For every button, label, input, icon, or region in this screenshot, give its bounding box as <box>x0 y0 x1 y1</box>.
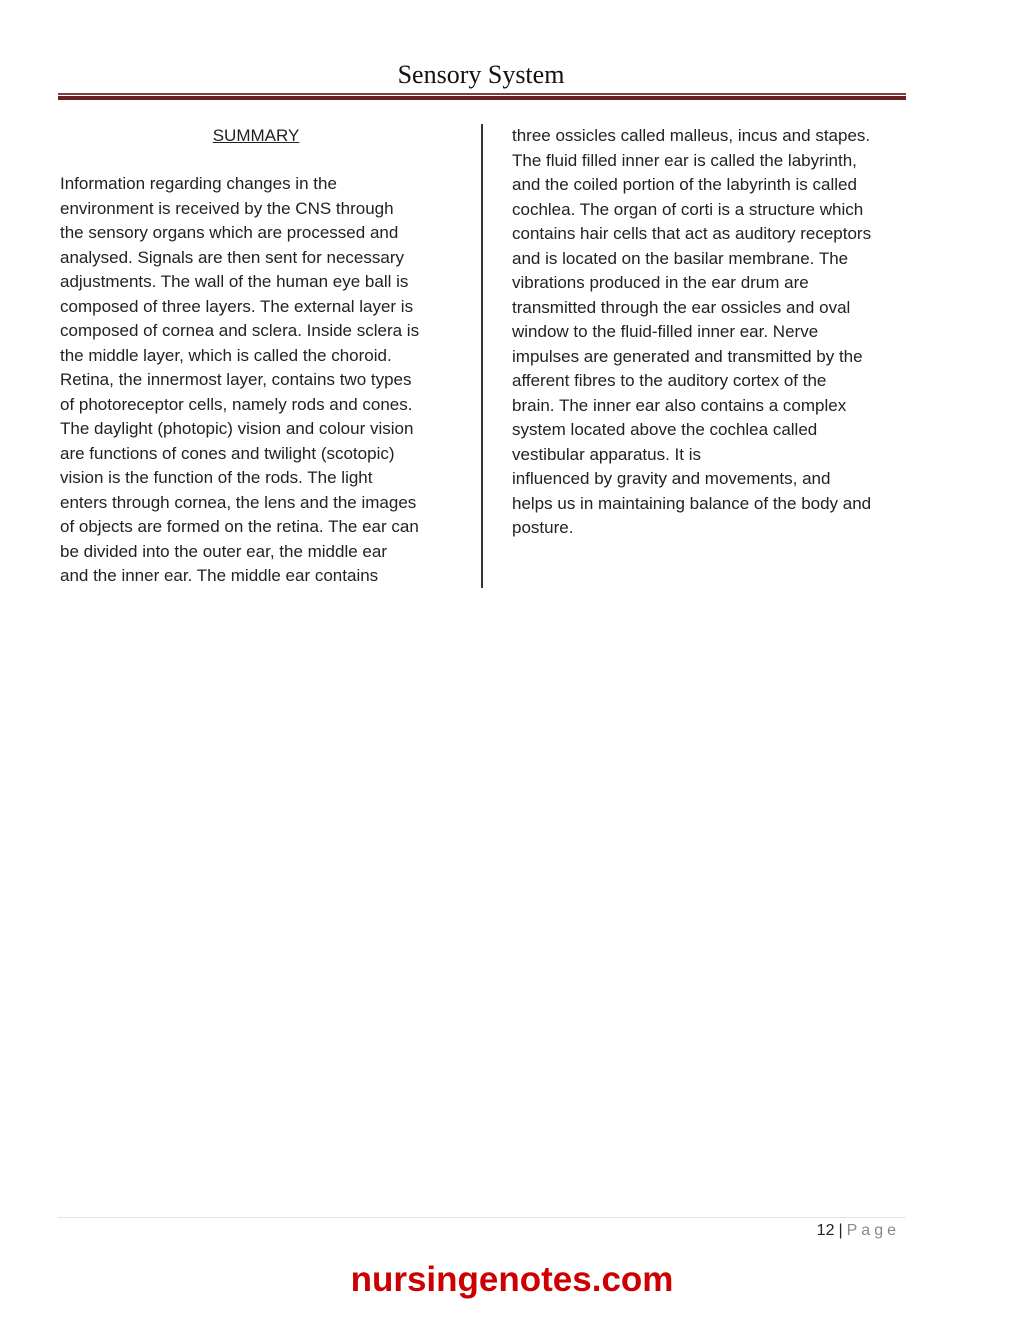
page-number <box>817 1222 900 1240</box>
website-watermark: nursingenotes.com <box>350 1260 674 1299</box>
text-line: The daylight (photopic) vision and colour vision <box>60 419 414 438</box>
right-column-text <box>512 124 871 541</box>
text-line: of objects are formed on the retina. The ear can <box>60 517 419 536</box>
text-line: impulses are generated and transmitted by the <box>512 346 863 366</box>
text-line: environment is received by the CNS through <box>60 198 394 218</box>
text-line: the sensory organs which are processed and <box>60 223 399 242</box>
text-line: system located above the cochlea called <box>512 420 818 439</box>
text-line: window to the fluid-filled inner ear. Nerve <box>512 322 819 341</box>
page-number-separator: | <box>838 1222 843 1239</box>
text-line: afferent fibres to the auditory cortex of the <box>512 371 827 390</box>
text-line: helps us in maintaining balance of the body and <box>512 493 872 513</box>
column-divider <box>481 124 483 588</box>
header-rule-thick <box>58 96 906 100</box>
text-line: are functions of cones and twilight (scotopic) <box>60 443 395 463</box>
page-header-title: Sensory System <box>397 60 565 89</box>
text-line: analysed. Signals are then sent for necessary <box>60 247 404 267</box>
left-column-text <box>60 172 419 589</box>
text-line: enters through cornea, the lens and the images <box>60 492 417 512</box>
text-line: brain. The inner ear also contains a complex <box>512 395 847 415</box>
text-line: vestibular apparatus. It is <box>512 444 701 464</box>
text-line: cochlea. The organ of corti is a structure which <box>512 199 864 219</box>
text-line: vibrations produced in the ear drum are <box>512 273 809 292</box>
text-line: of photoreceptor cells, namely rods and cones. <box>60 394 413 414</box>
text-line: Retina, the innermost layer, contains two types <box>60 370 412 389</box>
text-line: composed of cornea and sclera. Inside sclera is <box>60 321 420 340</box>
summary-heading: SUMMARY <box>212 126 300 145</box>
text-line: the middle layer, which is called the choroid. <box>60 345 392 365</box>
page-label: Page <box>846 1222 900 1239</box>
text-line: and is located on the basilar membrane. The <box>512 248 849 268</box>
text-line: posture. <box>512 518 574 537</box>
text-line: influenced by gravity and movements, and <box>512 469 831 488</box>
text-line: The fluid filled inner ear is called the labyrinth, <box>512 150 857 170</box>
text-line: three ossicles called malleus, incus and stapes. <box>512 126 871 145</box>
footer-rule <box>58 1217 906 1218</box>
text-line: Information regarding changes in the <box>60 174 337 193</box>
text-line: be divided into the outer ear, the middle ear <box>60 541 387 561</box>
text-line: adjustments. The wall of the human eye ball is <box>60 272 409 291</box>
text-line: and the inner ear. The middle ear contains <box>60 566 379 585</box>
text-line: vision is the function of the rods. The light <box>60 468 373 487</box>
text-line: transmitted through the ear ossicles and oval <box>512 297 851 317</box>
text-line: composed of three layers. The external layer is <box>60 296 414 316</box>
text-line: contains hair cells that act as auditory receptors <box>512 224 872 243</box>
page-number-value: 12 <box>816 1222 835 1239</box>
header-rule-thin <box>58 93 906 95</box>
text-line: and the coiled portion of the labyrinth is called <box>512 175 857 194</box>
